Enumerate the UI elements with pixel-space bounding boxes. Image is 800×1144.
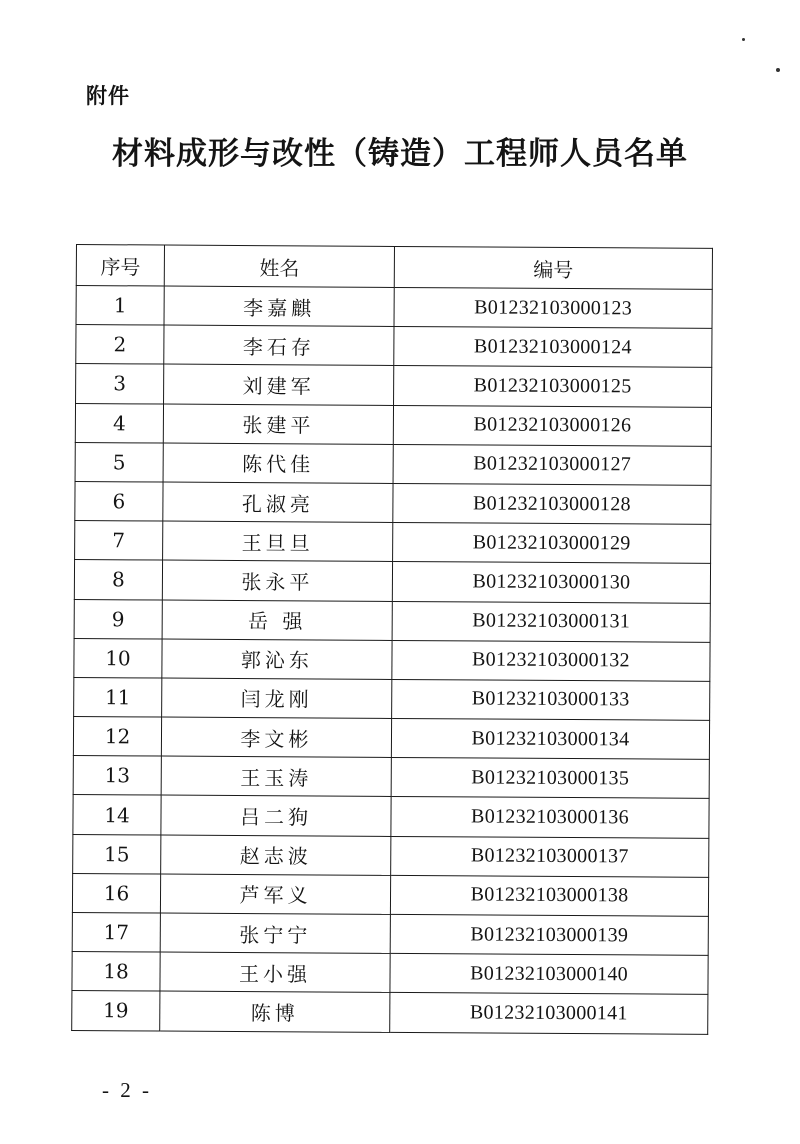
row-code: B01232103000136 xyxy=(391,797,709,838)
row-serial-number: 4 xyxy=(75,403,163,443)
row-name: 王小强 xyxy=(160,952,390,993)
table-body xyxy=(72,286,713,1034)
row-name: 吕二狗 xyxy=(161,795,391,836)
row-serial-number: 10 xyxy=(74,638,162,678)
row-name: 赵志波 xyxy=(161,835,391,876)
table-row xyxy=(74,599,710,642)
row-serial-number: 18 xyxy=(72,952,160,992)
row-serial-number: 7 xyxy=(75,521,163,561)
roster-table xyxy=(71,244,713,1034)
row-code: B01232103000139 xyxy=(390,914,708,955)
header-code: 编号 xyxy=(394,246,712,289)
row-code: B01232103000129 xyxy=(393,523,711,564)
table-header-row xyxy=(76,245,712,290)
scan-speck xyxy=(776,68,780,72)
table-row xyxy=(75,481,711,524)
row-serial-number: 16 xyxy=(72,873,160,913)
row-code: B01232103000128 xyxy=(393,483,711,524)
row-name: 王旦旦 xyxy=(163,521,393,562)
row-serial-number: 6 xyxy=(75,481,163,521)
table-row xyxy=(73,795,709,838)
table-row xyxy=(73,717,709,760)
row-serial-number: 14 xyxy=(73,795,161,835)
table-row xyxy=(73,756,709,799)
row-serial-number: 15 xyxy=(73,834,161,874)
table-row xyxy=(75,521,711,564)
table-row xyxy=(72,991,708,1034)
row-code: B01232103000131 xyxy=(392,601,710,642)
row-name: 张建平 xyxy=(163,404,393,445)
row-serial-number: 5 xyxy=(75,442,163,482)
table-row xyxy=(73,834,709,877)
row-name: 郭沁东 xyxy=(162,639,392,680)
row-code: B01232103000123 xyxy=(394,287,712,328)
row-code: B01232103000127 xyxy=(393,444,711,485)
table-row xyxy=(75,403,711,446)
row-serial-number: 2 xyxy=(76,325,164,365)
table-row xyxy=(72,912,708,955)
row-name: 岳 强 xyxy=(162,600,392,641)
row-code: B01232103000130 xyxy=(392,562,710,603)
table-row xyxy=(76,286,712,329)
header-serial-number: 序号 xyxy=(76,245,164,287)
row-name: 李文彬 xyxy=(161,717,391,758)
row-name: 陈博 xyxy=(160,991,390,1032)
row-serial-number: 9 xyxy=(74,599,162,639)
row-code: B01232103000126 xyxy=(393,405,711,446)
document-title: 材料成形与改性（铸造）工程师人员名单 xyxy=(112,136,688,172)
row-name: 李石存 xyxy=(164,325,394,366)
table-row xyxy=(74,677,710,720)
table-row xyxy=(76,364,712,407)
row-code: B01232103000141 xyxy=(390,993,708,1034)
row-code: B01232103000124 xyxy=(394,327,712,368)
table-row xyxy=(75,442,711,485)
row-name: 陈代佳 xyxy=(163,443,393,484)
row-name: 张宁宁 xyxy=(160,913,390,954)
row-code: B01232103000134 xyxy=(391,718,709,759)
row-code: B01232103000135 xyxy=(391,758,709,799)
row-name: 刘建军 xyxy=(164,364,394,405)
row-name: 张永平 xyxy=(162,560,392,601)
row-code: B01232103000137 xyxy=(391,836,709,877)
row-name: 闫龙刚 xyxy=(162,678,392,719)
row-name: 孔淑亮 xyxy=(163,482,393,523)
roster-table-container xyxy=(71,244,712,1034)
row-name: 李嘉麒 xyxy=(164,286,394,327)
row-code: B01232103000125 xyxy=(394,366,712,407)
row-serial-number: 8 xyxy=(74,560,162,600)
row-serial-number: 11 xyxy=(74,677,162,717)
row-code: B01232103000140 xyxy=(390,954,708,995)
row-code: B01232103000138 xyxy=(390,875,708,916)
table-row xyxy=(76,325,712,368)
page-number: - 2 - xyxy=(102,1078,152,1102)
row-serial-number: 1 xyxy=(76,286,164,326)
table-row xyxy=(74,638,710,681)
table-row xyxy=(72,952,708,995)
row-code: B01232103000133 xyxy=(392,679,710,720)
row-name: 王玉涛 xyxy=(161,756,391,797)
header-name: 姓名 xyxy=(164,245,394,287)
scan-speck xyxy=(742,38,745,41)
attachment-label: 附件 xyxy=(86,84,130,108)
table-row xyxy=(72,873,708,916)
row-serial-number: 17 xyxy=(72,912,160,952)
table-row xyxy=(74,560,710,603)
row-serial-number: 12 xyxy=(73,717,161,757)
row-serial-number: 13 xyxy=(73,756,161,796)
row-serial-number: 3 xyxy=(76,364,164,404)
row-serial-number: 19 xyxy=(72,991,160,1031)
row-code: B01232103000132 xyxy=(392,640,710,681)
row-name: 芦军义 xyxy=(160,874,390,915)
